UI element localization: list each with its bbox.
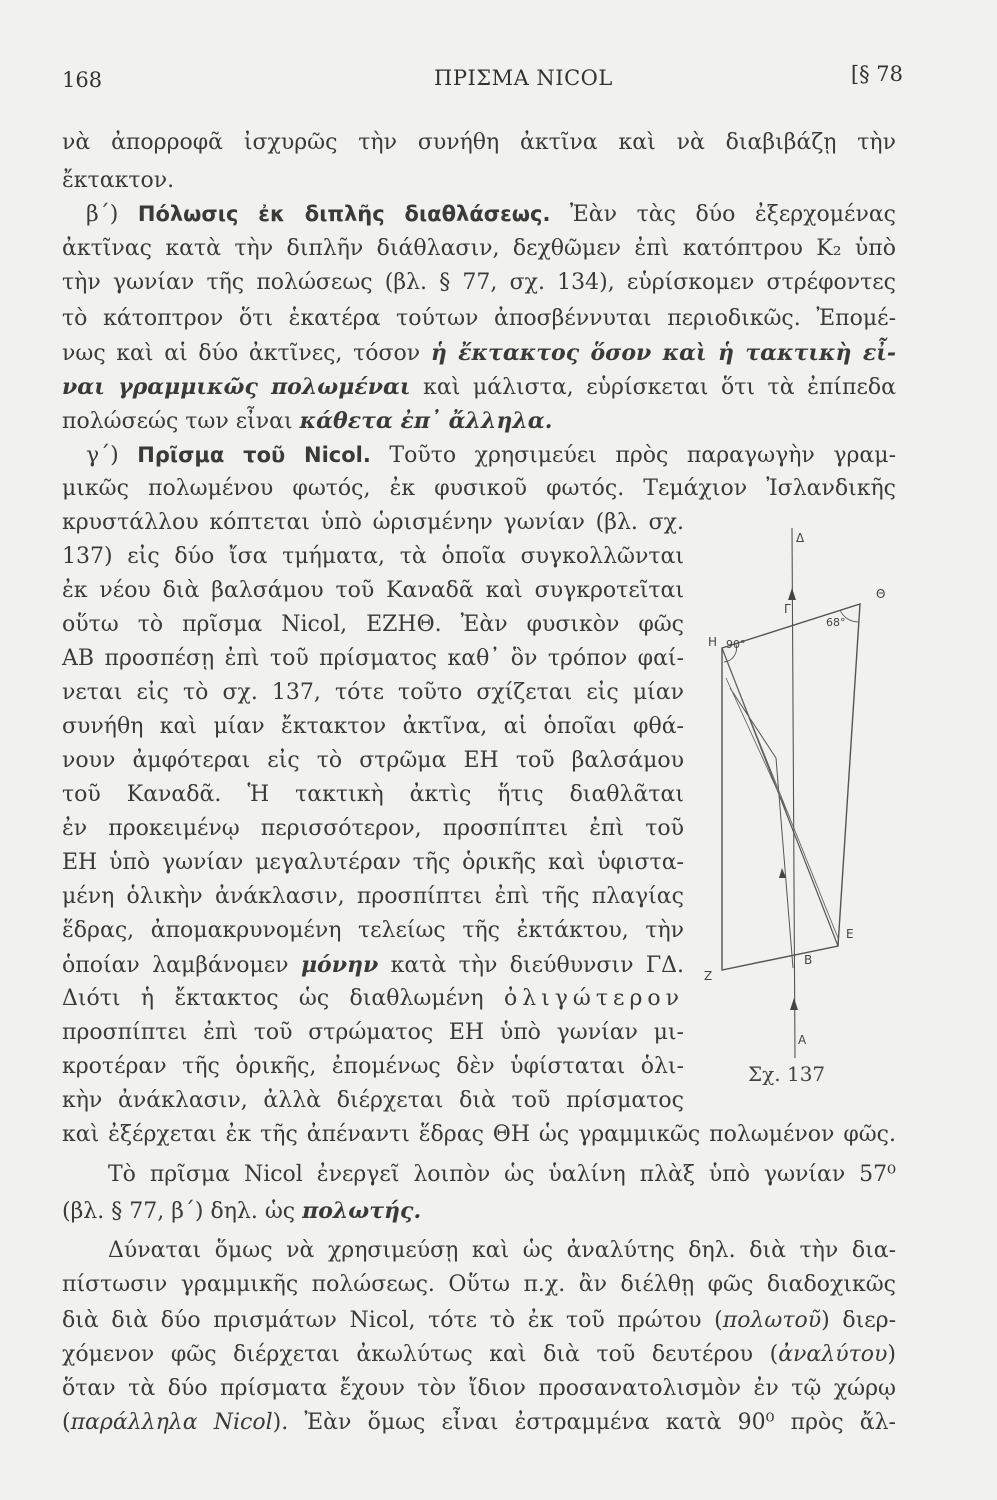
text-line: Τὸ πρῖσμα Nicol ἐνεργεῖ λοιπὸν ὡς ὑαλίνη πλὰξ ὑπὸ γωνίαν 57⁰ [108, 1162, 896, 1187]
text-line: τὸ κάτοπτρον ὅτι ἑκατέρα τούτων ἀποσβέννυται περιοδικῶς. Ἐπομέ- [62, 306, 896, 331]
internal-ray [726, 678, 790, 818]
label-gamma: Γ [784, 602, 791, 616]
figure-nicol-prism [700, 518, 900, 1088]
text-line [62, 1196, 896, 1226]
internal-ray [728, 664, 838, 938]
emphasis: παράλληλα Nicol [70, 1410, 273, 1435]
text-line: συνήθη καὶ μίαν ἔκτακτον ἀκτῖνα, αἱ ὁποῖαι φθά- [62, 714, 684, 739]
text-line: πίστωσιν γραμμικῆς πολώσεως. Οὕτω π.χ. ἂν διέλθῃ φῶς διαδοχικῶς [62, 1272, 896, 1297]
list-marker: β΄) [86, 202, 138, 227]
page-header [62, 62, 903, 102]
emphasis: ναι γραμμικῶς πολωμέναι [62, 374, 411, 400]
text-line [62, 984, 684, 1014]
text-span: ) διερ- [821, 1308, 897, 1333]
text-line: τὴν γωνίαν τῆς πολώσεως (βλ. § 77, σχ. 134), εὑρίσκομεν στρέφοντες [62, 270, 896, 295]
label-epsilon: Ε [846, 927, 854, 941]
label-beta: Β [804, 953, 813, 967]
emphasis: ἡ ἔκτακτος ὅσον καὶ ἡ τακτικὴ εἶ- [430, 340, 897, 366]
text-line: κὴν ἀνάκλασιν, ἀλλὰ διέρχεται διὰ τοῦ πρίσματος [62, 1088, 684, 1113]
emphasis: κάθετα ἐπ᾿ ἄλληλα. [299, 408, 553, 434]
text-line: ἕδρας, ἀπομακρυνομένη τελείως τῆς ἐκτάκτου, τὴν [62, 918, 684, 943]
label-theta: Θ [876, 587, 886, 601]
label-angle-68: 68° [826, 616, 846, 629]
running-title: ΠΡΙΣΜΑ NICOL [434, 66, 613, 90]
text-span: πολώσεώς των εἶναι [62, 409, 300, 434]
spaced-emphasis: ὀλιγώτερον [503, 986, 684, 1011]
text-span: χόμενον φῶς διέρχεται ἀκωλύτως καὶ διὰ τοῦ δευτέρου ( [62, 1342, 779, 1367]
text-line: ἐκ νέου διὰ βαλσάμου τοῦ Καναδᾶ καὶ συγκροτεῖται [62, 578, 684, 603]
text-line: νεται εἰς τὸ σχ. 137, τότε τοῦτο σχίζεται εἰς μίαν [62, 680, 684, 705]
figure-caption: Σχ. 137 [748, 1062, 826, 1086]
text-line [62, 1408, 896, 1438]
emphasis: πολωτοῦ [722, 1308, 822, 1333]
arrow-icon [788, 588, 796, 600]
label-delta: Δ [796, 531, 805, 545]
text-line: νουν ἀμφότεραι εἰς τὸ στρῶμα ΕΗ τοῦ βαλσάμου [62, 748, 684, 773]
text-line: ἐν προκειμένῳ περισσότερον, προσπίπτει ἐπὶ τοῦ [62, 816, 684, 841]
text-line [86, 199, 896, 229]
text-line [86, 440, 896, 470]
arrow-icon [790, 998, 798, 1010]
text-line: κρυστάλλου κόπτεται ὑπὸ ὡρισμένην γωνίαν (βλ. σχ. [62, 510, 684, 535]
page-number: 168 [62, 68, 103, 92]
label-eta: Η [708, 635, 718, 649]
text-span: Διότι ἡ ἔκτακτος ὡς διαθλωμένη [62, 986, 504, 1011]
section-heading: Πόλωσις ἐκ διπλῆς διαθλάσεως. [137, 202, 551, 226]
text-line: προσπίπτει ἐπὶ τοῦ στρώματος ΕΗ ὑπὸ γωνίαν μι- [62, 1020, 684, 1045]
emphasis: πολωτής. [302, 1198, 422, 1224]
text-span: νως καὶ αἱ δύο ἀκτῖνες, τόσον [62, 341, 431, 366]
text-line: οὕτω τὸ πρῖσμα Nicol, ΕΖΗΘ. Ἐὰν φυσικὸν φῶς [62, 612, 684, 637]
text-span: Τοῦτο χρησιμεύει πρὸς παραγωγὴν γραμ- [370, 443, 897, 468]
section-heading: Πρῖσμα τοῦ Nicol. [137, 443, 371, 467]
ordinary-ray [730, 688, 793, 968]
text-span: ὁποίαν λαμβάνομεν [62, 953, 301, 978]
text-line: μικῶς πολωμένου φωτός, ἐκ φυσικοῦ φωτός. Τεμάχιον Ἰσλανδικῆς [62, 476, 896, 501]
list-marker: γ΄) [86, 443, 138, 468]
text-line [62, 950, 684, 980]
text-line: ὅταν τὰ δύο πρίσματα ἔχουν τὸν ἴδιον προσανατολισμὸν ἐν τῷ χώρῳ [62, 1376, 896, 1401]
text-span: Ἐὰν τὰς δύο ἐξερχομένας [550, 202, 897, 227]
text-line: κροτέραν τῆς ὁρικῆς, ἐπομένως δὲν ὑφίσταται ὁλι- [62, 1054, 684, 1079]
section-marker: [§ 78 [850, 62, 903, 86]
text-span: καὶ μάλιστα, εὑρίσκεται ὅτι τὰ ἐπίπεδα [410, 375, 897, 400]
text-span: διὰ διὰ δύο πρισμάτων Nicol, τότε τὸ ἐκ τοῦ πρώτου ( [62, 1308, 723, 1333]
text-line: ΑΒ προσπέσῃ ἐπὶ τοῦ πρίσματος καθ᾿ ὃν τρόπον φαί- [62, 646, 684, 671]
incident-ray-line [792, 528, 795, 1058]
text-line: Δύναται ὅμως νὰ χρησιμεύσῃ καὶ ὡς ἀναλύτης δηλ. διὰ τὴν δια- [108, 1238, 896, 1263]
text-line [62, 1306, 896, 1336]
text-span: κατὰ τὴν διεύθυνσιν ΓΔ. [378, 953, 684, 978]
text-line [62, 1340, 896, 1370]
label-angle-90: 90° [726, 638, 746, 651]
text-line [62, 406, 896, 436]
text-span: (βλ. § 77, β΄) δηλ. ὡς [62, 1199, 303, 1224]
text-line: ἔκτακτον. [62, 168, 175, 193]
emphasis: μόνην [300, 952, 379, 978]
text-line: 137) εἰς δύο ἴσα τμήματα, τὰ ὁποῖα συγκολλῶνται [62, 544, 684, 569]
text-span: ) [887, 1342, 896, 1367]
text-line: καὶ ἐξέρχεται ἐκ τῆς ἀπέναντι ἕδρας ΘΗ ὡς γραμμικῶς πολωμένον φῶς. [62, 1122, 896, 1147]
label-alpha: Α [798, 1033, 807, 1047]
text-line [62, 372, 896, 402]
text-line [62, 338, 896, 368]
prism-outline [722, 604, 860, 970]
emphasis: ἀναλύτου [778, 1342, 888, 1367]
text-line: ἀκτῖνας κατὰ τὴν διπλῆν διάθλασιν, δεχθῶμεν ἐπὶ κατόπτρου Κ₂ ὑπὸ [62, 236, 896, 261]
text-span: ( [62, 1410, 71, 1435]
label-zeta: Ζ [704, 969, 713, 983]
text-line: μένη ὁλικὴν ἀνάκλασιν, προσπίπτει ἐπὶ τῆς πλαγίας [62, 884, 684, 909]
text-span: ). Ἐὰν ὅμως εἶναι ἐστραμμένα κατὰ 90⁰ πρὸς ἄλ- [272, 1410, 896, 1435]
prism-diagram [700, 518, 900, 1088]
text-line: ΕΗ ὑπὸ γωνίαν μεγαλυτέραν τῆς ὁρικῆς καὶ ὑφιστα- [62, 850, 684, 875]
text-line: τοῦ Καναδᾶ. Ἡ τακτικὴ ἀκτὶς ἥτις διαθλᾶται [62, 782, 684, 807]
text-line: νὰ ἀπορροφᾶ ἰσχυρῶς τὴν συνήθη ἀκτῖνα καὶ νὰ διαβιβάζῃ τὴν [62, 130, 896, 155]
